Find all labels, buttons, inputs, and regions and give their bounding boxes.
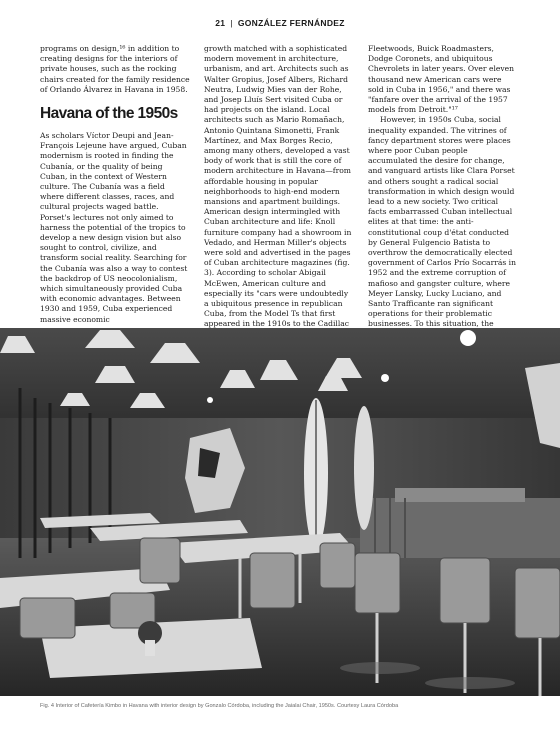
paragraph: growth matched with a sophisticated modern movement in architecture, urbanism, and art. Architects such as Walter Gropius, Josef Albers, Richard Neutra, Ludwig Mies van der Rohe, and Josep Lluís Sert visited Cuba or had projects on the island. Local architects such as Mario Romañach, Antonio Quintana Simonetti, Frank Martínez, and Max Borges Recio, among many others, developed a vast body of work that is still the core of modern architecture in Havana—from affordable housing in popular neighborhoods to high-end modern mansions and apartment buildings. American design intermingled with Cuban architecture and life: Knoll furniture company had a showroom in Vedado, and Herman Miller's objects were sold and advertised in the pages of Cuban architecture magazines (fig. 3). According to scholar Abigail McEwen, American culture and especially its "cars were undoubtedly a ubiquitous presence in republican Cuba, from the Model Ts that first appeared in the 1910s to the Cadillac <box>204 44 352 329</box>
text-column-2 <box>204 44 354 329</box>
author-name: GONZÁLEZ FERNÁNDEZ <box>237 18 345 28</box>
figure-caption: Fig. 4 Interior of Cafetería Kimbo in Havana with interior design by Gonzalo Córdoba, including the Jaialai Chair, 1950s. Courtesy Laura Córdoba <box>40 703 399 709</box>
paragraph: Fleetwoods, Buick Roadmasters, Dodge Coronets, and ubiquitous Chevrolets in later years. Over eleven thousand new American cars were sold in Cuba in 1956," and there was "fanfare over the arrival of the 1957 models from Detroit."¹⁷ <box>368 44 515 115</box>
text-columns <box>40 44 518 329</box>
section-heading: Havana of the 1950s <box>40 105 178 123</box>
page-number: 21 <box>215 18 226 28</box>
running-header <box>0 18 560 28</box>
header-separator: | <box>230 18 233 28</box>
paragraph: programs on design,¹⁶ in addition to creating designs for the interiors of private houses, such as the rocking chairs created for the family residence of Orlando Álvarez in Havana in 1958. <box>40 44 190 94</box>
paragraph: However, in 1950s Cuba, social inequality expanded. The vitrines of fancy department stores were places where poor Cuban people accumulated the desire for change, and vanguard artists like Clara Porset and others sought a radical social transformation in which design would lead to a new society. Two critical facts embarrassed Cuban intellectual elites at that time: the anti-constitutional coup d'état conducted by General Fulgencio Batista to overthrow the democratically elected government of Carlos Prío Socarrás in 1952 and the extreme corruption of mafioso and gangster culture, where Meyer Lansky, Lucky Luciano, and Santo Trafficante ran significant operations for their problematic businesses. To this situation, the <box>368 115 516 329</box>
paragraph: As scholars Víctor Deupi and Jean-François Lejeune have argued, Cuban modernism is rooted in finding the Cubanía, or the quality of being Cuban, in the context of Western culture. The Cubanía was a field where different classes, races, and cultural projects waged battle. Porset's lectures not only aimed to harness the potential of the tropics to develop a new design vision but also sought to control, civilize, and transform social reality. Searching for the Cubanía was also a way to contest the backdrop of US neocolonialism, which simultaneously provided Cuba with economic advantages. Between 1930 and 1959, Cuba experienced massive economic <box>40 131 188 324</box>
text-column-3 <box>368 44 518 329</box>
photo-illustration <box>0 328 560 696</box>
text-column-1 <box>40 44 190 324</box>
cafeteria-interior-photo <box>0 328 560 696</box>
